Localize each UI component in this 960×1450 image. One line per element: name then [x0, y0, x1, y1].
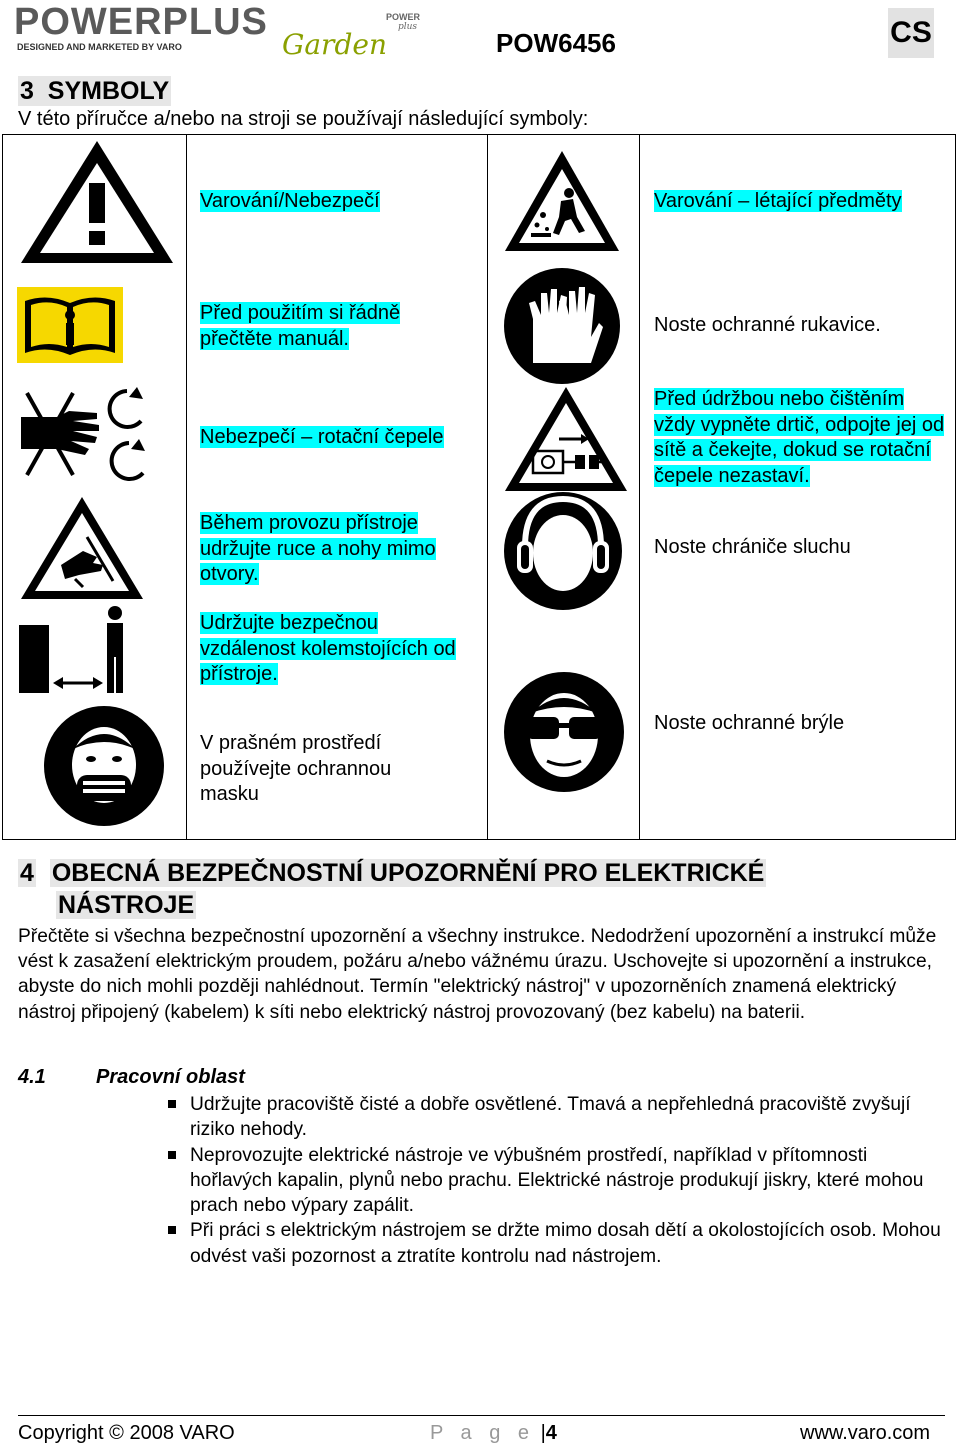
- website: www.varo.com: [800, 1422, 931, 1444]
- list-item: Při práci s elektrickým nástrojem se držte mimo dosah dětí a okolostojících osob. Mohou odvést vaši pozornost a ztratíte kontrolu nad nástrojem.: [166, 1218, 946, 1269]
- svg-text:plus: plus: [398, 22, 418, 32]
- section-3-title: 3 SYMBOLY: [20, 77, 170, 105]
- safety-glasses-icon: [503, 671, 625, 793]
- list-item: Udržujte pracoviště čisté a dobře osvětlené. Tmavá a nepřehledná pracoviště zvyšují riziko nehody.: [166, 1092, 946, 1143]
- hand-cut-warning-icon: [17, 493, 147, 603]
- symbol-text-gloves: Noste ochranné rukavice.: [654, 314, 881, 336]
- symbol-text-warning: Varování/Nebezpečí: [200, 190, 380, 212]
- gloves-icon: [503, 267, 621, 385]
- section-4-title: 4 OBECNÁ BEZPEČNOSTNÍ UPOZORNĚNÍ PRO ELEKTRICKÉ NÁSTROJE: [20, 859, 765, 919]
- ear-protection-icon: [503, 491, 623, 611]
- brand-name: POWERPLUS: [14, 2, 268, 43]
- model-number: POW6456: [496, 28, 616, 58]
- bullet-icon: [168, 1226, 176, 1234]
- symbol-text-hands-feet: Během provozu přístroje udržujte ruce a nohy mimo otvory.: [200, 512, 436, 586]
- language-badge: CS: [888, 8, 934, 58]
- footer-divider: [18, 1415, 945, 1416]
- symbol-text-dust-mask: V prašném prostředí používejte ochrannou masku: [200, 732, 392, 806]
- page-number: P a g e |4: [430, 1422, 557, 1444]
- warning-triangle-icon: [17, 137, 177, 267]
- symbols-table: [2, 134, 956, 840]
- symbol-text-flying-objects: Varování – létající předměty: [654, 190, 902, 212]
- rotating-blade-hand-icon: [17, 383, 167, 483]
- symbol-text-maintenance: Před údržbou nebo čištěním vždy vypněte drtič, odpojte jej od sítě a čekejte, dokud se rotační čepele nezastaví.: [654, 388, 945, 487]
- dust-mask-icon: [43, 705, 165, 827]
- bullet-icon: [168, 1100, 176, 1108]
- list-item: Neprovozujte elektrické nástroje ve výbušném prostředí, například v přítomnosti hořlavých kapalin, plynů nebo prachu. Elektrické nástroje produkují jiskry, které mohou prach nebo výpary zapálit.: [166, 1143, 946, 1219]
- copyright: Copyright © 2008 VARO: [18, 1422, 235, 1444]
- section-4-1-title: 4.1 Pracovní oblast: [18, 1066, 245, 1088]
- brand-sub: Garden: [282, 28, 387, 58]
- symbol-text-rotating-blades: Nebezpečí – rotační čepele: [200, 426, 444, 448]
- section-4-body: Přečtěte si všechna bezpečnostní upozornění a všechny instrukce. Nedodržení upozornění a instrukcí může vést k zasažení elektrickým proudem, požáru a/nebo vážnému úrazu. Uschovejte si upozornění a instrukce, abyste do nich mohli později nahlédnout. Termín "elektrický nástroj" v upozorněních znamená elektrický nástroj připojený (kabelem) k síti nebo elektrický nástroj provozovaný (bez kabelu) na baterii.: [18, 926, 937, 1023]
- flying-objects-icon: [503, 149, 621, 253]
- symbol-text-read-manual: Před použitím si řádně přečtěte manuál.: [200, 302, 401, 350]
- read-manual-icon: [17, 287, 123, 363]
- bystander-distance-icon: [17, 605, 137, 695]
- svg-text:POWER: POWER: [386, 12, 421, 22]
- symbol-text-safety-glasses: Noste ochranné brýle: [654, 712, 845, 734]
- symbol-text-bystanders: Udržujte bezpečnou vzdálenost kolemstojících od přístroje.: [200, 612, 456, 686]
- bullet-icon: [168, 1151, 176, 1159]
- work-area-bullets: [166, 1092, 946, 1269]
- section-3-intro: V této příručce a/nebo na stroji se používají následující symboly:: [18, 108, 589, 130]
- symbol-text-ear-protection: Noste chrániče sluchu: [654, 536, 851, 558]
- brand-logo: [14, 2, 424, 58]
- unplug-before-maintenance-icon: [503, 385, 629, 493]
- brand-tagline: DESIGNED AND MARKETED BY VARO: [17, 42, 182, 52]
